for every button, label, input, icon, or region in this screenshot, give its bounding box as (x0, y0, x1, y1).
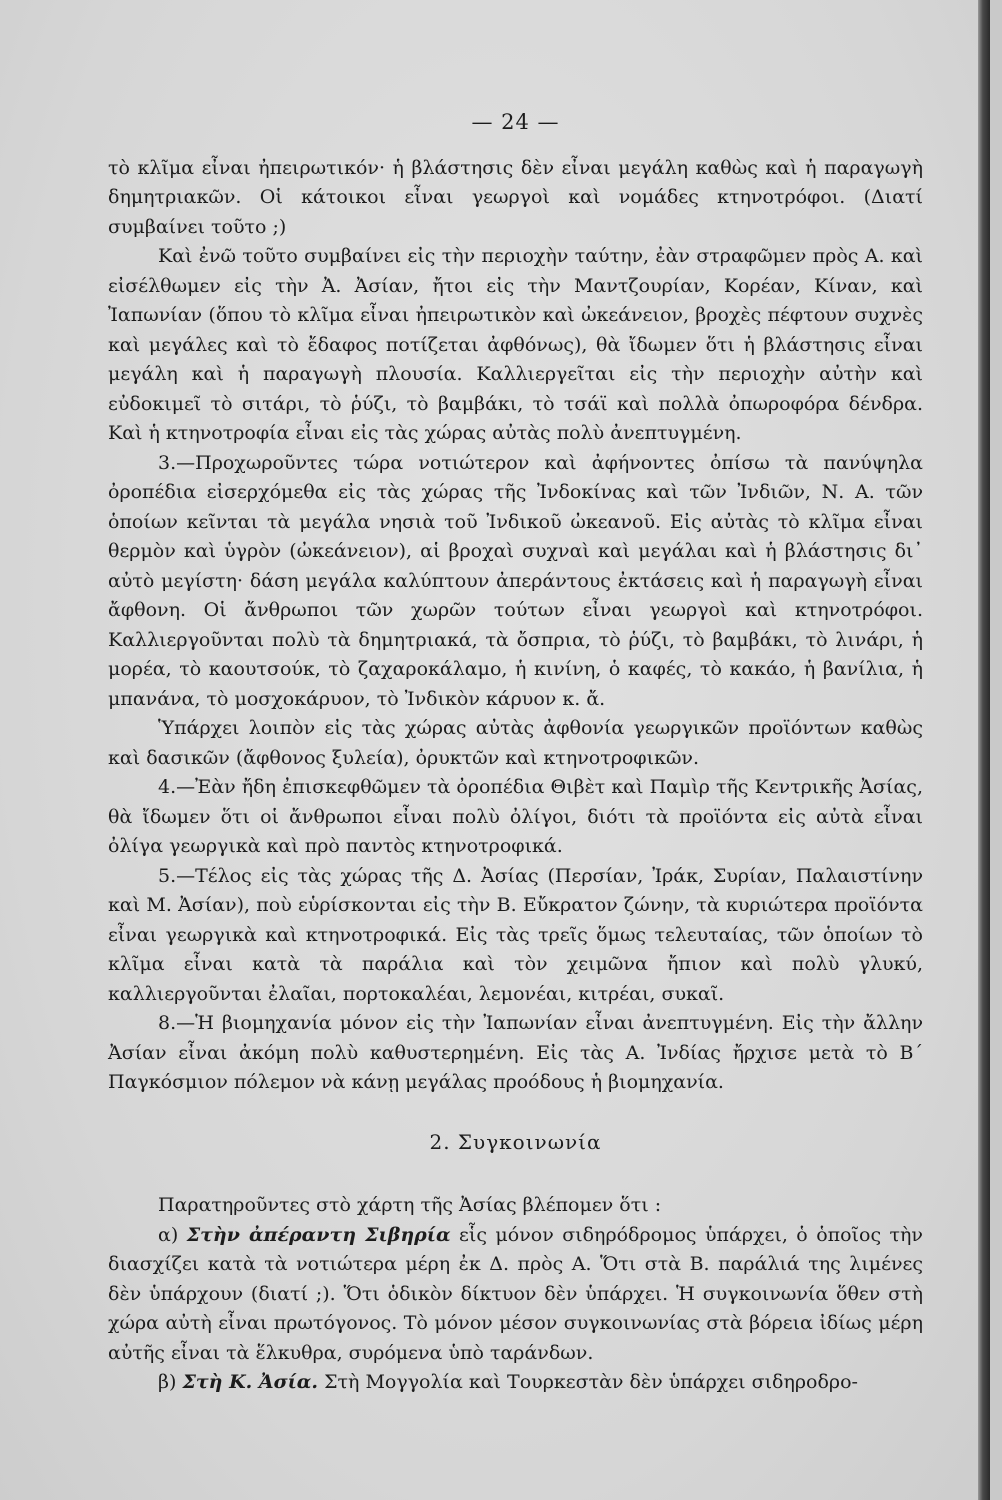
page-edge-shadow (978, 0, 990, 1500)
list-item-b-text: Στὴ Μογγολία καὶ Τουρκεστὰν δὲν ὑπάρχει σιδηροδρο- (324, 1371, 858, 1393)
list-item-a-label: α) (158, 1223, 179, 1246)
paragraph-item-5: 5.—Τέλος εἰς τὰς χώρας τῆς Δ. Ἀσίας (Περσίαν, Ἰράκ, Συρίαν, Παλαιστίνην καὶ Μ. Ἀσίαν), ποὺ εὑρίσκονται εἰς τὴν Β. Εὔκρατον ζώνην, τὰ κυριώτερα προϊόντα εἶναι γεωργικὰ καὶ κτηνοτροφικά. Εἰς τὰς τρεῖς ὅμως τελευταίας, τῶν ὁποίων τὸ κλῖμα εἶναι κατὰ τὰ παράλια καὶ τὸν χειμῶνα ἤπιον καὶ πολὺ γλυκύ, καλλιεργοῦνται ἐλαῖαι, πορτοκαλέαι, λεμονέαι, κιτρέαι, συκαῖ. (108, 864, 923, 1005)
paragraph-continued: τὸ κλῖμα εἶναι ἠπειρωτικόν· ἡ βλάστησις δὲν εἶναι μεγάλη καθὼς καὶ ἡ παραγωγὴ δημητριακῶν. Οἱ κάτοικοι εἶναι γεωργοὶ καὶ νομάδες κτηνοτρόφοι. (Διατί συμβαίνει τοῦτο ;) (108, 156, 923, 238)
section-heading: 2. Συγκοινωνία (429, 1129, 602, 1154)
page-content (108, 108, 923, 1398)
section-intro: Παρατηροῦντες στὸ χάρτη τῆς Ἀσίας βλέπομεν ὅτι : (158, 1194, 662, 1216)
page-number: — 24 — (471, 110, 560, 134)
list-item-a-emphasis: Στὴν ἀπέραντη Σιβηρία (186, 1223, 451, 1246)
list-item-a (108, 1221, 923, 1369)
list-item-a-text: εἷς μόνον σιδηρόδρομος ὑπάρχει, ὁ ὁποῖος τὴν διασχίζει κατὰ τὰ νοτιώτερα μέρη ἐκ Δ. πρὸς Α. Ὅτι στὰ Β. παράλιά της λιμένες δὲν ὑπάρχουν (διατί ;). Ὅτι ὁδικὸν δίκτυον δὲν ὑπάρχει. Ἡ συγκοινωνία ὅθεν στὴ χώρα αὐτὴ εἶναι πρωτόγονος. Τὸ μόνον μέσον συγκοινωνίας στὰ βόρεια ἰδίως μέρη αὐτῆς εἶναι τὰ ἕλκυθρα, συρόμενα ὑπὸ ταράνδων. (108, 1223, 923, 1364)
list-item-b (108, 1368, 923, 1398)
list-item-b-label: β) (158, 1371, 177, 1393)
paragraph-item-4: 4.—Ἐὰν ἤδη ἐπισκεφθῶμεν τὰ ὀροπέδια Θιβὲτ καὶ Παμὶρ τῆς Κεντρικῆς Ἀσίας, θὰ ἴδωμεν ὅτι οἱ ἄνθρωποι εἶναι πολὺ ὀλίγοι, διότι τὰ προϊόντα εἰς αὐτὰ εἶναι ὀλίγα γεωργικὰ καὶ πρὸ παντὸς κτηνοτροφικά. (108, 776, 923, 857)
paragraph-abundance: Ὑπάρχει λοιπὸν εἰς τὰς χώρας αὐτὰς ἀφθονία γεωργικῶν προϊόντων καθὼς καὶ δασικῶν (ἄφθονος ξυλεία), ὀρυκτῶν καὶ κτηνοτροφικῶν. (108, 717, 923, 769)
paragraph-east-asia: Καὶ ἐνῶ τοῦτο συμβαίνει εἰς τὴν περιοχὴν ταύτην, ἐὰν στραφῶμεν πρὸς Α. καὶ εἰσέλθωμεν εἰς τὴν Ἀ. Ἀσίαν, ἤτοι εἰς τὴν Μαντζουρίαν, Κορέαν, Κίναν, καὶ Ἰαπωνίαν (ὅπου τὸ κλῖμα εἶναι ἠπειρωτικὸν καὶ ὠκεάνειον, βροχὲς πέφτουν συχνὲς καὶ μεγάλες καὶ τὸ ἔδαφος ποτίζεται ἀφθόνως), θὰ ἴδωμεν ὅτι ἡ βλάστησις εἶναι μεγάλη καὶ ἡ παραγωγὴ πλουσία. Καλλιεργεῖται εἰς τὴν περιοχὴν αὐτὴν καὶ εὐδοκιμεῖ τὸ σιτάρι, τὸ ῥύζι, τὸ βαμβάκι, τὸ τσάϊ καὶ πολλὰ ὀπωροφόρα δένδρα. Καὶ ἡ κτηνοτροφία εἶναι εἰς τὰς χώρας αὐτὰς πολὺ ἀνεπτυγμένη. (108, 245, 923, 444)
paragraph-item-8: 8.—Ἡ βιομηχανία μόνον εἰς τὴν Ἰαπωνίαν εἶναι ἀνεπτυγμένη. Εἰς τὴν ἄλλην Ἀσίαν εἶναι ἀκόμη πολὺ καθυστερημένη. Εἰς τὰς Α. Ἰνδίας ἤρχισε μετὰ τὸ Β΄ Παγκόσμιον πόλεμον νὰ κάνῃ μεγάλας προόδους ἡ βιομηχανία. (108, 1012, 923, 1093)
list-item-b-emphasis: Στὴ Κ. Ἀσία. (182, 1371, 319, 1393)
paragraph-item-3: 3.—Προχωροῦντες τώρα νοτιώτερον καὶ ἀφήνοντες ὀπίσω τὰ πανύψηλα ὀροπέδια εἰσερχόμεθα εἰς τὰς χώρας τῆς Ἰνδοκίνας καὶ τῶν Ἰνδιῶν, Ν. Α. τῶν ὁποίων κεῖνται τὰ μεγάλα νησιὰ τοῦ Ἰνδικοῦ ὠκεανοῦ. Εἰς αὐτὰς τὸ κλῖμα εἶναι θερμὸν καὶ ὑγρὸν (ὠκεάνειον), αἱ βροχαὶ συχναὶ καὶ μεγάλαι καὶ ἡ βλάστησις δι᾿ αὐτὸ μεγίστη· δάση μεγάλα καλύπτουν ἀπεράντους ἐκτάσεις καὶ ἡ παραγωγὴ εἶναι ἄφθονη. Οἱ ἄνθρωποι τῶν χωρῶν τούτων εἶναι γεωργοὶ καὶ κτηνοτρόφοι. Καλλιεργοῦνται πολὺ τὰ δημητριακά, τὰ ὄσπρια, τὸ ῥύζι, τὸ βαμβάκι, τὸ λινάρι, ἡ μορέα, τὸ καουτσούκ, τὸ ζαχαροκάλαμο, ἡ κινίνη, ὁ καφές, τὸ κακάο, ἡ βανίλια, ἡ μπανάνα, τὸ μοσχοκάρυον, τὸ Ἰνδικὸν κάρυον κ. ἄ. (108, 451, 923, 710)
